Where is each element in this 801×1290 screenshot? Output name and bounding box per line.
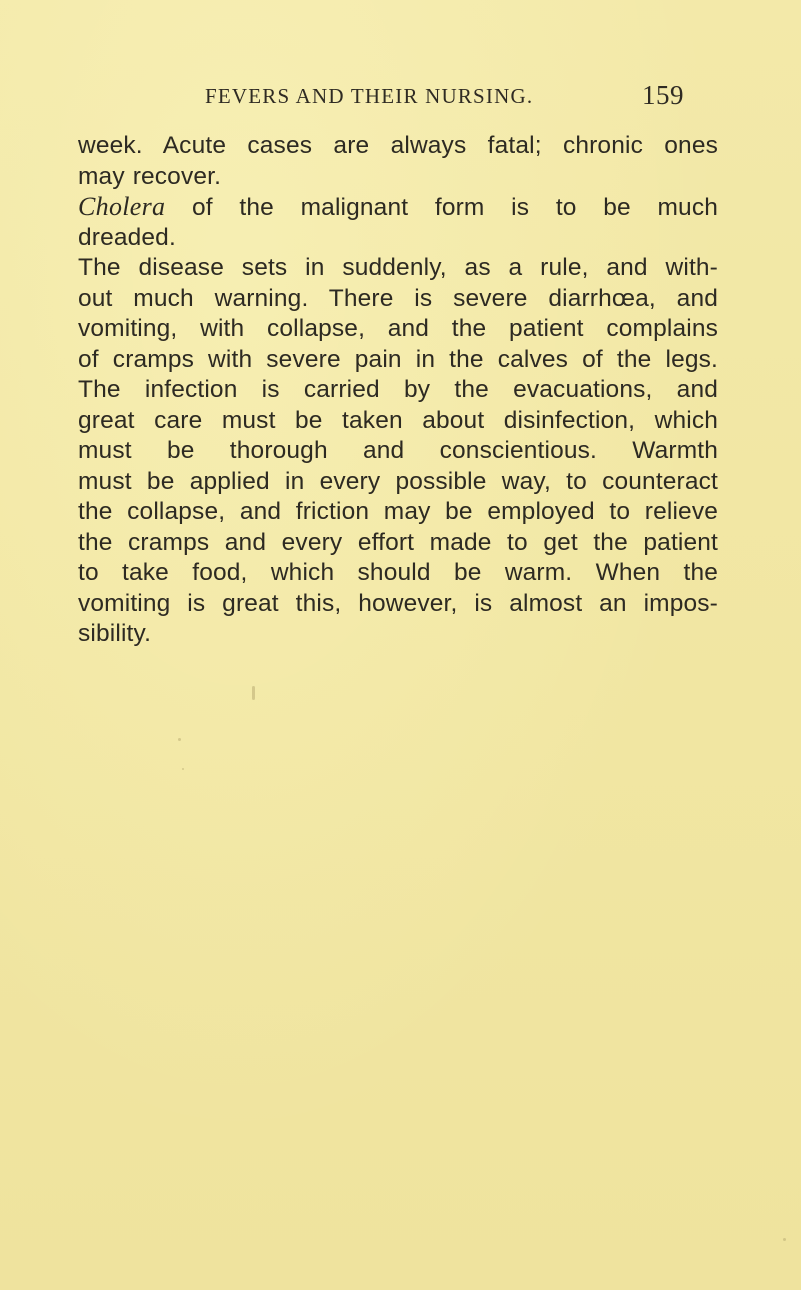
text-line: vomiting is great this, however, is almost an impos- [78, 589, 718, 617]
paper-speck [178, 738, 181, 741]
page-number: 159 [642, 80, 684, 110]
term-cholera: Cholera [78, 192, 166, 221]
text-line-rest: of the malignant form is to be much [165, 194, 718, 221]
text-line: must be applied in every possible way, to counteract [78, 467, 718, 495]
text-line: out much warning. There is severe diarrhœa, and [78, 284, 718, 312]
text-line: the collapse, and friction may be employed to relieve [78, 498, 718, 525]
text-line: vomiting, with collapse, and the patient complains [78, 315, 718, 342]
text-line: to take food, which should be warm. When the [78, 559, 718, 586]
text-line [78, 192, 718, 223]
text-line: sibility. [78, 620, 152, 647]
body-text [78, 131, 718, 650]
text-line: must be thorough and conscientious. Warmth [78, 437, 718, 464]
text-line: the cramps and every effort made to get the patient [78, 528, 718, 556]
text-line: The infection is carried by the evacuations, and [78, 376, 718, 403]
paper-speck [182, 768, 184, 770]
paper-speck [252, 686, 255, 700]
text-line: of cramps with severe pain in the calves of the legs. [78, 345, 718, 373]
text-line: week. Acute cases are always fatal; chronic ones [78, 132, 718, 159]
running-head-title: FEVERS AND THEIR NURSING. [205, 84, 534, 108]
text-line: may recover. [78, 162, 222, 190]
text-line: dreaded. [78, 223, 176, 251]
text-line: great care must be taken about disinfection, which [78, 406, 718, 434]
paper-speck [783, 1238, 786, 1241]
text-line: The disease sets in suddenly, as a rule, and with- [78, 254, 718, 281]
running-head [205, 80, 705, 114]
